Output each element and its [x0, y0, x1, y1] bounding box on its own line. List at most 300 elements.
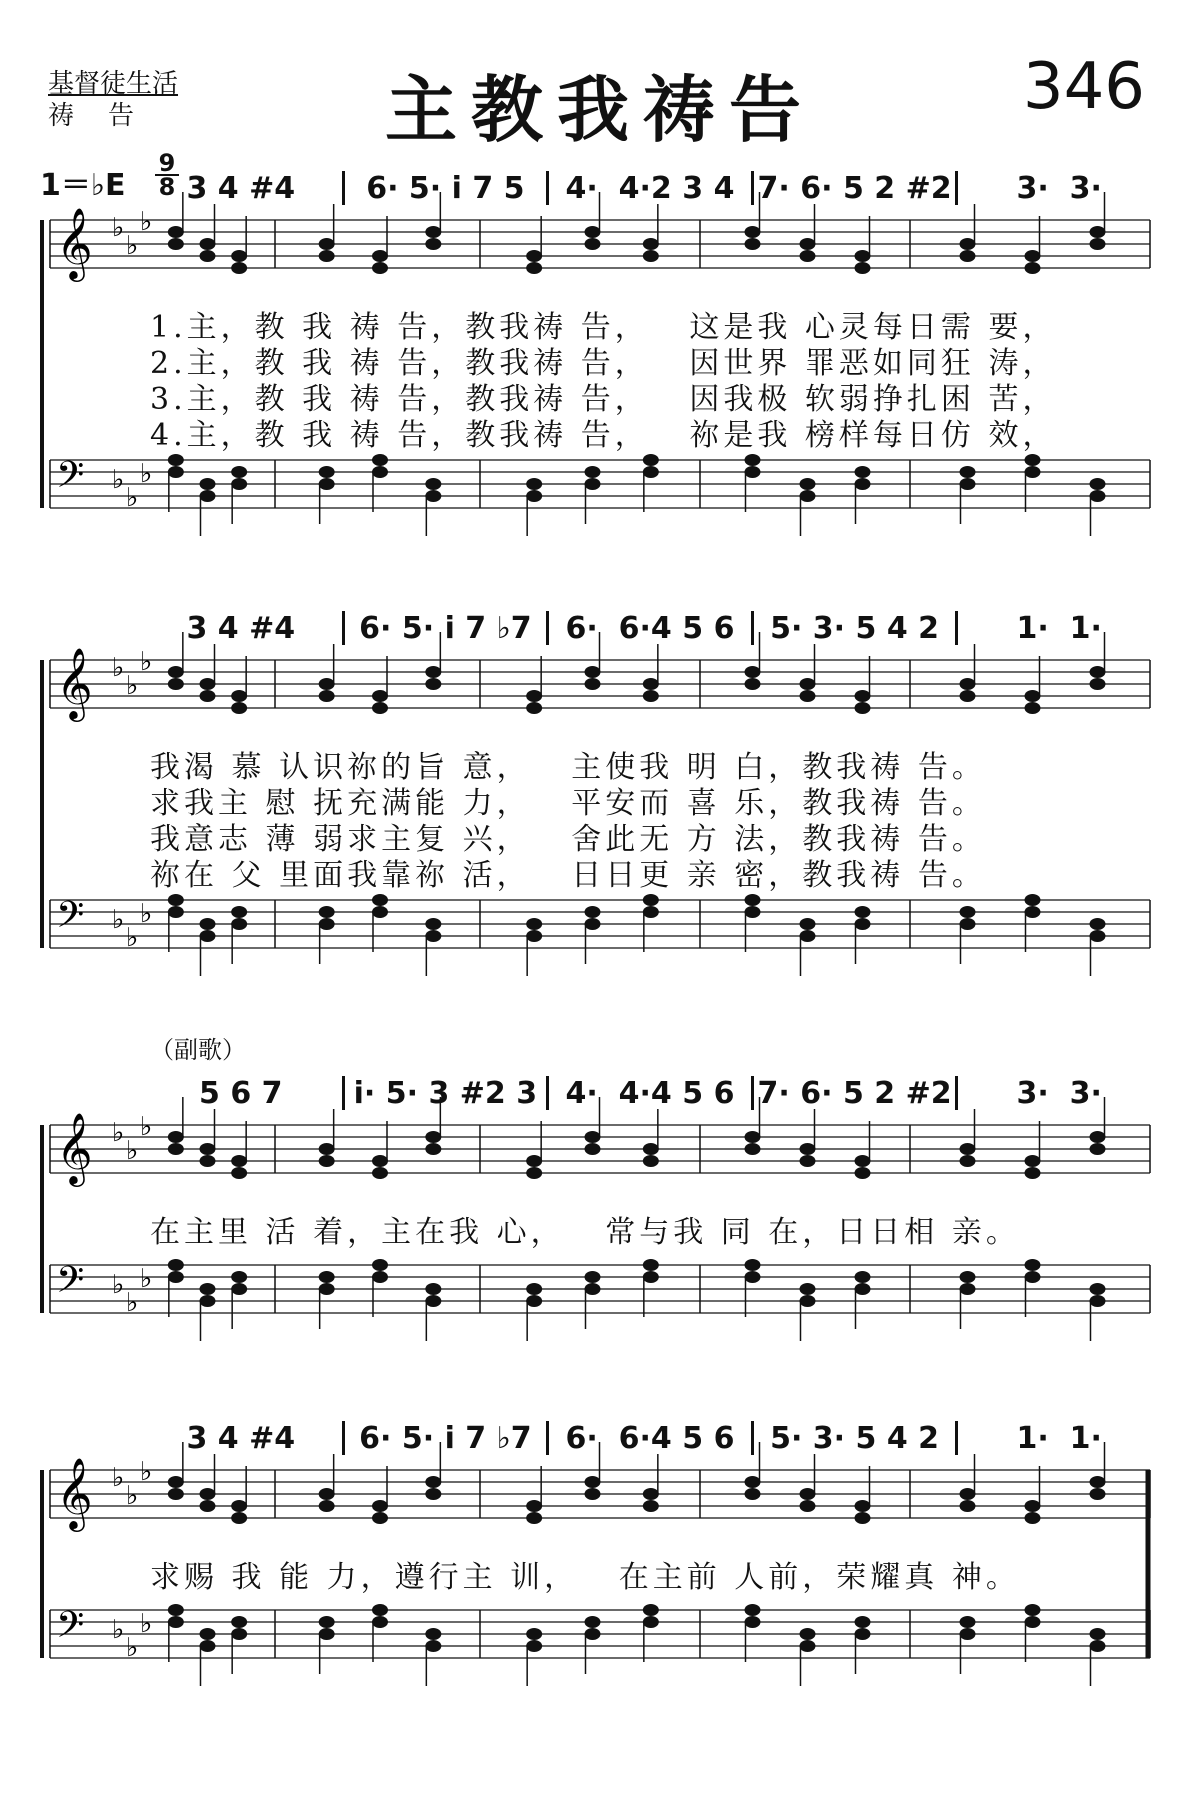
note-head: [319, 678, 335, 690]
note-head: [643, 678, 659, 690]
note-head: [1025, 1512, 1041, 1524]
flat-icon: ♭: [126, 231, 139, 261]
numbered-notation-row: [140, 1073, 1160, 1113]
note-head: [960, 1283, 976, 1295]
note-head: [319, 478, 335, 490]
note-head: [526, 262, 542, 274]
note-head: [855, 478, 871, 490]
note-head: [425, 490, 441, 502]
note-head: [231, 250, 247, 262]
note-head: [960, 250, 976, 262]
note-head: [800, 1500, 816, 1512]
note-head: [800, 238, 816, 250]
note-head: [585, 666, 601, 678]
category-line-1: 基督徒生活: [48, 69, 179, 99]
music-system-3: [0, 1065, 1200, 1355]
note-head: [526, 490, 542, 502]
note-head: [745, 238, 761, 250]
note-head: [855, 1167, 871, 1179]
note-head: [643, 894, 659, 906]
note-head: [372, 906, 388, 918]
note-head: [745, 1259, 761, 1271]
note-head: [855, 1616, 871, 1628]
note-head: [800, 250, 816, 262]
treble-clef-icon: 𝄞: [56, 1456, 93, 1529]
note-head: [425, 918, 441, 930]
note-head: [800, 1295, 816, 1307]
note-head: [585, 478, 601, 490]
note-head: [425, 1131, 441, 1143]
note-head: [643, 1143, 659, 1155]
note-head: [585, 1476, 601, 1488]
note-head: [168, 1259, 184, 1271]
note-head: [372, 262, 388, 274]
measure-numbers: 1· 1·: [1016, 610, 1102, 646]
note-head: [745, 454, 761, 466]
flat-icon: ♭: [112, 213, 125, 243]
note-head: [319, 466, 335, 478]
note-head: [168, 238, 184, 250]
note-head: [231, 1167, 247, 1179]
note-head: [425, 1143, 441, 1155]
note-head: [425, 226, 441, 238]
note-head: [200, 918, 216, 930]
flat-icon: ♭: [112, 465, 125, 495]
note-head: [585, 1488, 601, 1500]
note-head: [643, 1616, 659, 1628]
note-head: [168, 226, 184, 238]
note-head: [1025, 1155, 1041, 1167]
note-head: [585, 238, 601, 250]
note-head: [800, 1143, 816, 1155]
note-head: [1090, 1283, 1106, 1295]
flat-icon: ♭: [112, 905, 125, 935]
note-head: [643, 1500, 659, 1512]
note-head: [855, 1500, 871, 1512]
note-head: [585, 918, 601, 930]
note-head: [960, 478, 976, 490]
note-head: [526, 1283, 542, 1295]
note-head: [425, 678, 441, 690]
note-head: [960, 1500, 976, 1512]
hymn-number: 346: [1022, 50, 1145, 124]
note-head: [1090, 666, 1106, 678]
numbered-notation-row: [140, 1418, 1160, 1458]
note-head: [231, 1616, 247, 1628]
bass-clef-icon: 𝄢: [56, 1604, 85, 1655]
note-head: [585, 1143, 601, 1155]
measure-numbers: 6· 6·4 5 6: [565, 610, 735, 646]
note-head: [800, 490, 816, 502]
note-head: [231, 1155, 247, 1167]
note-head: [200, 250, 216, 262]
note-head: [200, 930, 216, 942]
note-head: [231, 1628, 247, 1640]
note-head: [319, 690, 335, 702]
note-head: [231, 466, 247, 478]
note-head: [585, 226, 601, 238]
note-head: [585, 1616, 601, 1628]
note-head: [425, 1640, 441, 1652]
note-head: [200, 490, 216, 502]
note-head: [168, 1488, 184, 1500]
measure-numbers: 4· 4·4 5 6: [565, 1075, 735, 1111]
time-sig-bottom: 8: [155, 174, 179, 198]
note-head: [643, 454, 659, 466]
note-head: [960, 466, 976, 478]
note-head: [168, 1143, 184, 1155]
lyric-line: 求赐 我 能 力，遵行主 训， 在主前 人前，荣耀真 神。: [150, 1560, 1020, 1595]
note-head: [168, 1131, 184, 1143]
note-head: [319, 1500, 335, 1512]
note-head: [800, 1155, 816, 1167]
measure-numbers: 6· 5· i 7 ♭7: [359, 610, 532, 646]
treble-clef-icon: 𝄞: [56, 646, 93, 719]
note-head: [1025, 1500, 1041, 1512]
note-head: [1090, 478, 1106, 490]
note-head: [372, 1604, 388, 1616]
measure-numbers: 3 4 #4: [186, 1420, 296, 1456]
note-head: [1025, 454, 1041, 466]
note-head: [526, 930, 542, 942]
note-head: [168, 1271, 184, 1283]
note-head: [231, 1271, 247, 1283]
note-head: [526, 1640, 542, 1652]
flat-icon: ♭: [140, 459, 153, 489]
key-signature-label: 1＝♭E: [40, 168, 126, 203]
note-head: [319, 1628, 335, 1640]
category-line-2: 祷告: [48, 101, 169, 131]
note-head: [231, 906, 247, 918]
note-head: [1025, 702, 1041, 714]
note-head: [231, 918, 247, 930]
note-head: [425, 930, 441, 942]
note-head: [425, 1488, 441, 1500]
measure-numbers: 4· 4·2 3 4: [565, 170, 735, 206]
lyric-line: 我渴 慕 认识祢的旨 意， 主使我 明 白，教我祷 告。: [150, 750, 986, 785]
note-head: [372, 250, 388, 262]
note-head: [1025, 466, 1041, 478]
note-head: [1090, 918, 1106, 930]
note-head: [800, 1640, 816, 1652]
numbered-notation-row: [140, 168, 1160, 208]
measure-numbers: 3 4 #4: [186, 610, 296, 646]
flat-icon: ♭: [126, 671, 139, 701]
measure-numbers: i· 5· 3 #2 3: [353, 1075, 538, 1111]
lyric-line: 1.主，教 我 祷 告，教我祷 告， 这是我 心灵每日需 要，: [150, 310, 1057, 345]
note-head: [1090, 678, 1106, 690]
note-head: [231, 262, 247, 274]
note-head: [425, 1295, 441, 1307]
note-head: [372, 1500, 388, 1512]
flat-icon: ♭: [112, 1270, 125, 1300]
note-head: [200, 238, 216, 250]
note-head: [960, 1628, 976, 1640]
note-head: [200, 1488, 216, 1500]
flat-icon: ♭: [140, 1264, 153, 1294]
measure-numbers: 3· 3·: [1016, 170, 1102, 206]
note-head: [168, 894, 184, 906]
note-head: [855, 250, 871, 262]
note-head: [800, 918, 816, 930]
note-head: [231, 1512, 247, 1524]
note-head: [425, 478, 441, 490]
note-head: [319, 250, 335, 262]
flat-icon: ♭: [112, 1615, 125, 1645]
note-head: [425, 666, 441, 678]
note-head: [643, 1604, 659, 1616]
note-head: [319, 1271, 335, 1283]
note-head: [855, 1283, 871, 1295]
note-head: [745, 678, 761, 690]
flat-icon: ♭: [140, 1457, 153, 1487]
note-head: [168, 666, 184, 678]
note-head: [855, 1628, 871, 1640]
note-head: [800, 478, 816, 490]
measure-numbers: 6· 5· i 7 ♭7: [359, 1420, 532, 1456]
note-head: [960, 918, 976, 930]
note-head: [319, 238, 335, 250]
note-head: [200, 1295, 216, 1307]
hymn-title: 主教我祷告: [384, 68, 815, 152]
note-head: [319, 1488, 335, 1500]
note-head: [960, 1155, 976, 1167]
note-head: [960, 1488, 976, 1500]
note-head: [526, 250, 542, 262]
note-head: [1090, 1131, 1106, 1143]
music-system-1: [0, 160, 1200, 540]
note-head: [1090, 1476, 1106, 1488]
flat-icon: ♭: [140, 1112, 153, 1142]
note-head: [526, 918, 542, 930]
note-head: [200, 1143, 216, 1155]
note-head: [745, 1604, 761, 1616]
measure-numbers: 7· 6· 5 2 #2: [757, 1075, 952, 1111]
note-head: [960, 1143, 976, 1155]
note-head: [372, 1271, 388, 1283]
note-head: [585, 906, 601, 918]
note-head: [800, 1283, 816, 1295]
bass-clef-icon: 𝄢: [56, 454, 85, 505]
page-header: [0, 0, 1200, 150]
note-head: [1090, 1640, 1106, 1652]
note-head: [1090, 490, 1106, 502]
note-head: [1090, 226, 1106, 238]
note-head: [168, 1476, 184, 1488]
note-head: [168, 906, 184, 918]
note-head: [745, 1488, 761, 1500]
note-head: [745, 1143, 761, 1155]
note-head: [372, 702, 388, 714]
note-head: [372, 1155, 388, 1167]
note-head: [1090, 1143, 1106, 1155]
lyric-line: 4.主，教 我 祷 告，教我祷 告， 祢是我 榜样每日仿 效，: [150, 418, 1057, 453]
note-head: [526, 1512, 542, 1524]
note-head: [960, 1271, 976, 1283]
flat-icon: ♭: [140, 647, 153, 677]
flat-icon: ♭: [112, 1118, 125, 1148]
note-head: [800, 678, 816, 690]
note-head: [855, 906, 871, 918]
lyric-line: 3.主，教 我 祷 告，教我祷 告， 因我极 软弱挣扎困 苦，: [150, 382, 1057, 417]
note-head: [200, 478, 216, 490]
flat-icon: ♭: [140, 899, 153, 929]
note-head: [319, 1143, 335, 1155]
note-head: [1025, 1167, 1041, 1179]
note-head: [1090, 238, 1106, 250]
note-head: [643, 906, 659, 918]
note-head: [425, 238, 441, 250]
note-head: [231, 702, 247, 714]
note-head: [1090, 930, 1106, 942]
note-head: [745, 226, 761, 238]
note-head: [745, 1131, 761, 1143]
note-head: [800, 1628, 816, 1640]
note-head: [643, 250, 659, 262]
note-head: [319, 1283, 335, 1295]
bass-clef-icon: 𝄢: [56, 1259, 85, 1310]
note-head: [1025, 1604, 1041, 1616]
chorus-label: （副歌）: [150, 1036, 246, 1064]
measure-numbers: 3· 3·: [1016, 1075, 1102, 1111]
note-head: [960, 906, 976, 918]
measure-numbers: 6· 5· i 7 5: [366, 170, 525, 206]
note-head: [200, 1640, 216, 1652]
note-head: [200, 1155, 216, 1167]
lyric-line: 在主里 活 着，主在我 心， 常与我 同 在，日日相 亲。: [150, 1215, 1020, 1250]
measure-numbers: 5 6 7: [199, 1075, 283, 1111]
note-head: [745, 666, 761, 678]
measure-numbers: 6· 6·4 5 6: [565, 1420, 735, 1456]
note-head: [526, 478, 542, 490]
note-head: [643, 1259, 659, 1271]
note-head: [800, 690, 816, 702]
note-head: [1025, 690, 1041, 702]
note-head: [585, 1131, 601, 1143]
note-head: [168, 1616, 184, 1628]
note-head: [526, 690, 542, 702]
note-head: [168, 678, 184, 690]
note-head: [643, 690, 659, 702]
note-head: [526, 1295, 542, 1307]
measure-numbers: 5· 3· 5 4 2: [770, 1420, 940, 1456]
measure-numbers: 7· 6· 5 2 #2: [757, 170, 952, 206]
measure-numbers: 1· 1·: [1016, 1420, 1102, 1456]
numbered-notation-row: [140, 608, 1160, 648]
note-head: [168, 1604, 184, 1616]
note-head: [800, 1488, 816, 1500]
note-head: [319, 906, 335, 918]
note-head: [855, 1155, 871, 1167]
note-head: [200, 690, 216, 702]
flat-icon: ♭: [112, 653, 125, 683]
note-head: [372, 1616, 388, 1628]
note-head: [745, 906, 761, 918]
note-head: [855, 262, 871, 274]
note-head: [585, 466, 601, 478]
note-head: [585, 1628, 601, 1640]
note-head: [1025, 1616, 1041, 1628]
note-head: [1025, 1271, 1041, 1283]
note-head: [168, 454, 184, 466]
note-head: [526, 1628, 542, 1640]
note-head: [319, 1616, 335, 1628]
note-head: [745, 1271, 761, 1283]
flat-icon: ♭: [112, 1463, 125, 1493]
flat-icon: ♭: [126, 1288, 139, 1318]
flat-icon: ♭: [126, 1136, 139, 1166]
flat-icon: ♭: [126, 1633, 139, 1663]
note-head: [425, 1628, 441, 1640]
note-head: [855, 1512, 871, 1524]
note-head: [231, 1283, 247, 1295]
time-sig-top: 9: [158, 149, 176, 177]
note-head: [168, 466, 184, 478]
note-head: [200, 1283, 216, 1295]
note-head: [960, 678, 976, 690]
note-head: [855, 1271, 871, 1283]
note-head: [372, 894, 388, 906]
note-head: [372, 1167, 388, 1179]
note-head: [855, 466, 871, 478]
note-head: [643, 1271, 659, 1283]
note-head: [643, 238, 659, 250]
note-head: [1025, 906, 1041, 918]
treble-clef-icon: 𝄞: [56, 1111, 93, 1184]
note-head: [372, 466, 388, 478]
note-head: [745, 466, 761, 478]
note-head: [372, 454, 388, 466]
note-head: [526, 1500, 542, 1512]
note-head: [372, 690, 388, 702]
note-head: [1090, 1628, 1106, 1640]
note-head: [585, 678, 601, 690]
note-head: [960, 1616, 976, 1628]
note-head: [231, 478, 247, 490]
note-head: [855, 690, 871, 702]
flat-icon: ♭: [126, 1481, 139, 1511]
note-head: [425, 1283, 441, 1295]
note-head: [960, 238, 976, 250]
note-head: [1025, 1259, 1041, 1271]
note-head: [643, 466, 659, 478]
flat-icon: ♭: [126, 923, 139, 953]
note-head: [745, 1616, 761, 1628]
note-head: [800, 930, 816, 942]
note-head: [1025, 894, 1041, 906]
note-head: [745, 1476, 761, 1488]
note-head: [425, 1476, 441, 1488]
flat-icon: ♭: [140, 1609, 153, 1639]
note-head: [855, 702, 871, 714]
lyric-line: 2.主，教 我 祷 告，教我祷 告， 因世界 罪恶如同狂 涛，: [150, 346, 1057, 381]
note-head: [585, 1271, 601, 1283]
flat-icon: ♭: [126, 483, 139, 513]
measure-numbers: 5· 3· 5 4 2: [770, 610, 940, 646]
note-head: [585, 1283, 601, 1295]
note-head: [1025, 262, 1041, 274]
note-head: [372, 1259, 388, 1271]
note-head: [231, 690, 247, 702]
lyric-line: 求我主 慰 抚充满能 力， 平安而 喜 乐，教我祷 告。: [150, 786, 986, 821]
flat-icon: ♭: [140, 207, 153, 237]
note-head: [526, 702, 542, 714]
note-head: [855, 918, 871, 930]
note-head: [643, 1488, 659, 1500]
music-system-4: [0, 1410, 1200, 1700]
note-head: [231, 1500, 247, 1512]
bass-clef-icon: 𝄢: [56, 894, 85, 945]
